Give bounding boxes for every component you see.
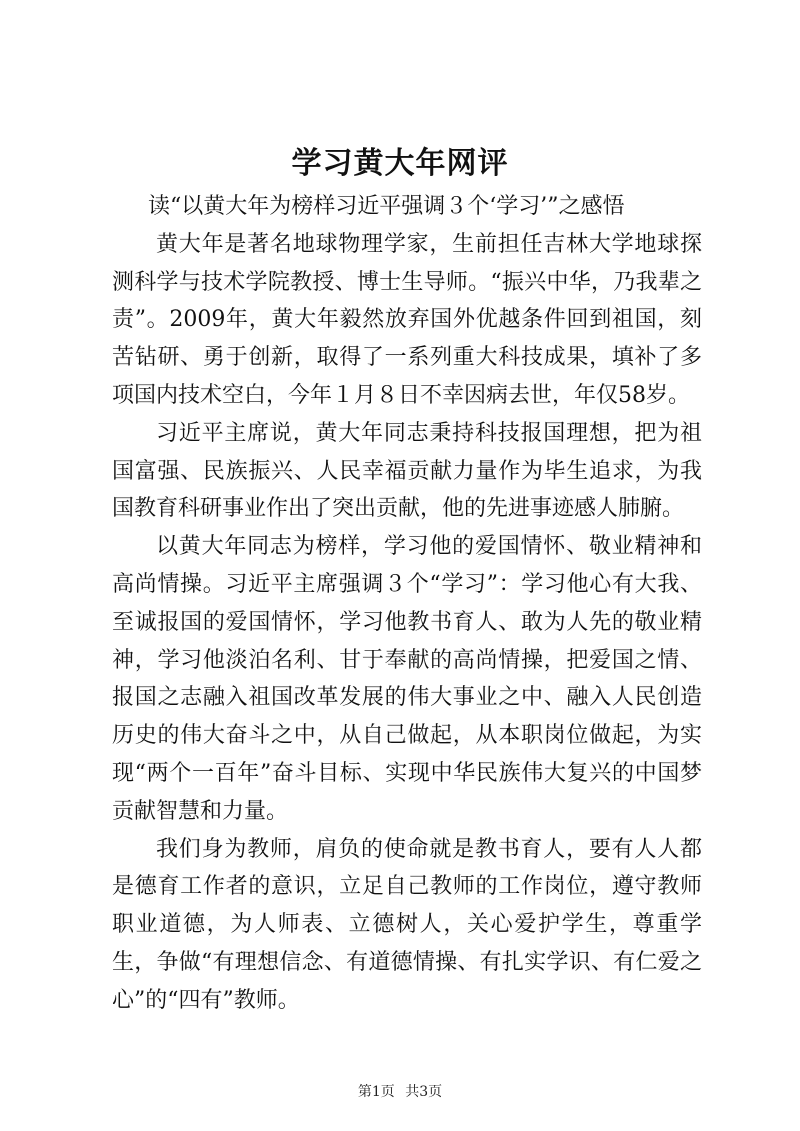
document-subtitle: 读“以黄大年为榜样习近平强调３个‘学习’”之感悟: [148, 194, 625, 219]
page-title: 学习黄大年网评: [291, 146, 509, 181]
paragraph-learning: 以黄大年同志为榜样，学习他的爱国情怀、敬业精神和高尚情操。习近平主席强调３个“学习”：学习他心有大我、至诚报国的爱国情怀，学习他教书育人、敢为人先的敬业精神，学习他淡泊名利、甘于奉献的高尚情操，把爱国之情、报国之志融入祖国改革发展的伟大事业之中、融入人民创造历史的伟大奋斗之中，从自己做起，从本职岗位做起，为实现“两个一百年”奋斗目标、实现中华民族伟大复兴的中国梦贡献智慧和力量。: [112, 534, 702, 824]
paragraph-intro: 黄大年是著名地球物理学家，生前担任吉林大学地球探测科学与技术学院教授、博士生导师。“振兴中华，乃我辈之责”。2009年，黄大年毅然放弃国外优越条件回到祖国，刻苦钻研、勇于创新，取得了一系列重大科技成果，填补了多项国内技术空白，今年１月８日不幸因病去世，年仅58岁。: [112, 231, 702, 408]
page-total: 共3页: [405, 1084, 443, 1100]
paragraph-teacher: 我们身为教师，肩负的使命就是教书育人，要有人人都是德育工作者的意识，立足自己教师的工作岗位，遵守教师职业道德，为人师表、立德树人，关心爱护学生，尊重学生，争做“有理想信念、有道德情操、有扎实学识、有仁爱之心”的“四有”教师。: [112, 836, 702, 1013]
page-footer: [0, 1081, 800, 1101]
page-number: 第1页: [357, 1084, 395, 1100]
paragraph-quote: 习近平主席说，黄大年同志秉持科技报国理想，把为祖国富强、民族振兴、人民幸福贡献力量作为毕生追求，为我国教育科研事业作出了突出贡献，他的先进事迹感人肺腑。: [112, 420, 702, 522]
document-body: [112, 188, 702, 1020]
